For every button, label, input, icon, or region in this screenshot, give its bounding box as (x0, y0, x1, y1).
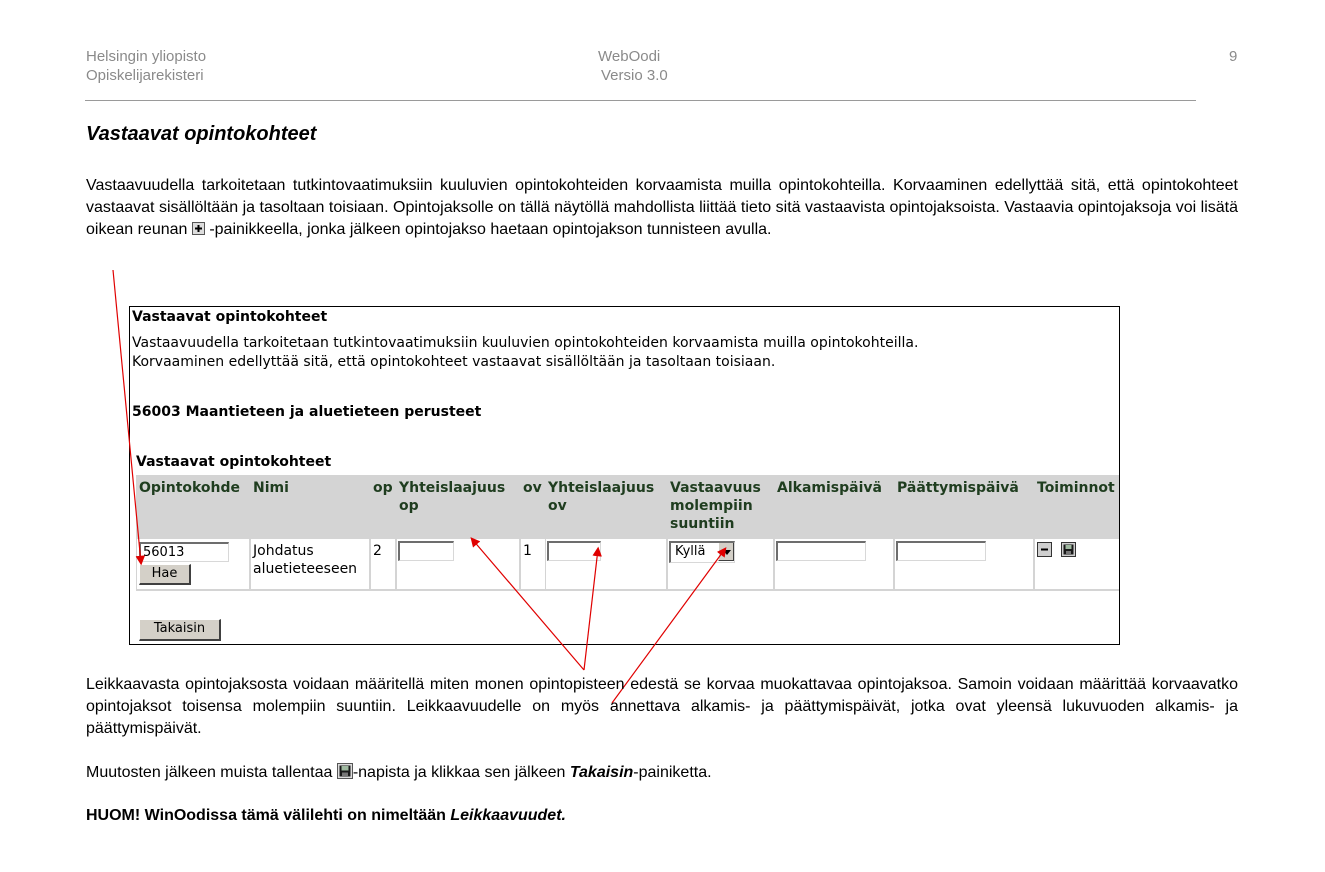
screenshot-title: Vastaavat opintokohteet (132, 309, 328, 325)
col-opintokohde: Opintokohde (137, 476, 249, 537)
course-name-line2: aluetieteeseen (253, 561, 358, 577)
page-title: Vastaavat opintokohteet (86, 123, 317, 145)
cell-ov: 1 (521, 539, 545, 589)
col-vastaavuus: Vastaavuus molempiin suuntiin (668, 476, 773, 537)
header-dept: Opiskelijarekisteri (86, 67, 204, 84)
hae-button[interactable]: Hae (139, 564, 191, 585)
arrow-to-op-field (472, 539, 584, 670)
course-heading: 56003 Maantieteen ja aluetieteen perusteet (132, 404, 482, 420)
huom-note (86, 805, 1238, 827)
intro-text-1: Vastaavuudella tarkoitetaan tutkintovaatimuksiin kuuluvien opintokohteiden korvaamista muilla opintokohteilla. Korvaaminen edellyttää sitä, että opintokohteet vastaavat sisällöltään ja tasoltaan toisiaan. Opintojaksolle on tällä näytöllä mahdollista liittää tieto sitä vastaavista opintojaksoista. Vastaavia opintojaksoja voi lisätä oikean reunan (86, 177, 1238, 238)
leikkaavuus-paragraph: Leikkaavasta opintojaksosta voidaan määritellä miten monen opintopisteen edestä se korvaa muokattavaa opintojaksoa. Samoin voidaan määrittää korvaavatko opintojaksot toisensa molempiin suuntiin. Leikkaavuudelle on myös annettava alkamis- ja päättymispäivät, jotka ovat yleensä lukuvuoden alkamis- ja päättymispäivät. (86, 676, 1238, 737)
save-note-takaisin: Takaisin (569, 764, 634, 781)
save-note-text-2: -napista ja klikkaa sen jälkeen (352, 764, 566, 781)
screenshot-desc-line2: Korvaaminen edellyttää sitä, että opintokohteet vastaavat sisällöltään ja tasoltaan toisiaan. (132, 354, 776, 370)
col-paattymispaiva: Päättymispäivä (895, 476, 1033, 537)
arrow-to-code-input (113, 270, 141, 563)
header-org: Helsingin yliopisto (86, 48, 207, 65)
section-heading: Vastaavat opintokohteet (136, 454, 332, 470)
col-toiminnot: Toiminnot (1035, 476, 1120, 537)
save-icon (337, 763, 353, 779)
col-ov: ov (521, 476, 545, 537)
mutual-select-value: Kyllä (675, 544, 706, 559)
save-note-text-3: -painiketta. (633, 764, 712, 781)
col-yhteislaajuus-ov: Yhteislaajuus ov (546, 476, 666, 537)
huom-emphasis: Leikkaavuudet. (450, 807, 566, 824)
screenshot-desc-line1: Vastaavuudella tarkoitetaan tutkintovaatimuksiin kuuluvien opintokohteiden korvaamista muilla opintokohteilla. (132, 335, 919, 351)
huom-text: HUOM! WinOodissa tämä välilehti on nimeltään (86, 807, 446, 824)
course-name-line1: Johdatus (253, 543, 314, 559)
takaisin-button[interactable]: Takaisin (139, 619, 221, 641)
col-op: op (371, 476, 395, 537)
cell-op: 2 (371, 539, 395, 589)
page-number: 9 (1229, 48, 1238, 65)
col-nimi: Nimi (251, 476, 369, 537)
arrow-to-ov-field (584, 549, 598, 670)
header-app: WebOodi (598, 48, 661, 65)
save-note-text-1: Muutosten jälkeen muista tallentaa (86, 764, 333, 781)
intro-text-2: -painikkeella, jonka jälkeen opintojakso haetaan opintojakson tunnisteen avulla. (209, 221, 772, 238)
header-version: Versio 3.0 (601, 67, 668, 84)
col-yhteislaajuus-op: Yhteislaajuus op (397, 476, 519, 537)
col-alkamispaiva: Alkamispäivä (775, 476, 893, 537)
course-code-input[interactable]: 56013 (139, 542, 229, 562)
save-note (86, 762, 1238, 784)
